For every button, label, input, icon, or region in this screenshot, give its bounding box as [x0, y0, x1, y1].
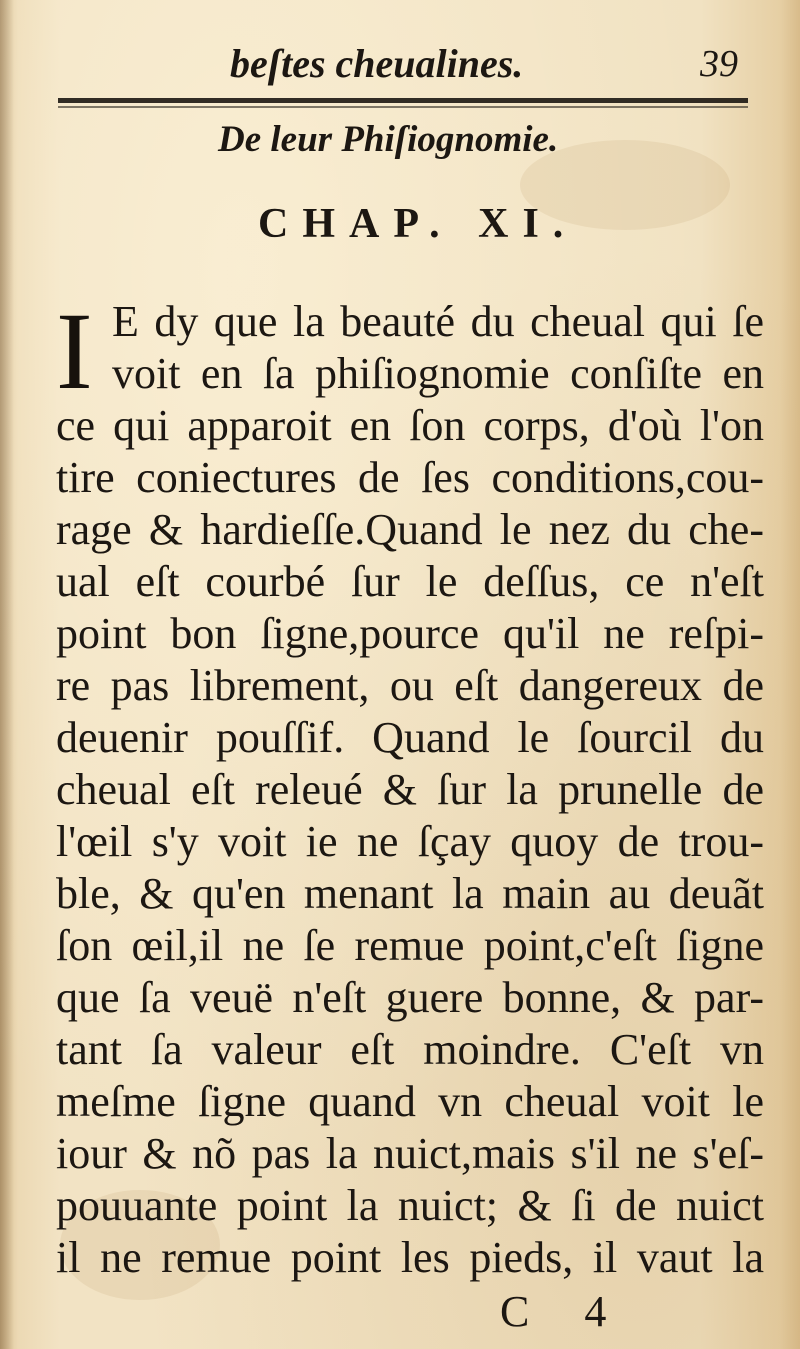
drop-cap: I [56, 290, 93, 412]
text-line: il ne remue point les pieds, il vaut la [56, 1233, 764, 1282]
text-line: rage & hardieſſe.Quand le nez du che- [56, 505, 764, 554]
text-line: point bon ſigne,pource qu'il ne reſpi- [56, 609, 764, 658]
text-line: deuenir pouſſif. Quand le ſourcil du [56, 713, 764, 762]
chapter-heading: CHAP. XI. [258, 201, 578, 247]
text-line: pouuante point la nuict; & ſi de nuict [56, 1181, 764, 1230]
text-line: cheual eſt releué & ſur la prunelle de [56, 765, 764, 814]
gutter-shadow [0, 0, 14, 1349]
header-rule [58, 98, 748, 103]
page-number: 39 [700, 43, 738, 85]
header-rule-thin [58, 106, 748, 108]
section-title: De leur Phiſiognomie. [218, 119, 559, 160]
text-line: ual eſt courbé ſur le deſſus, ce n'eſt [56, 557, 764, 606]
text-line: que ſa veuë n'eſt guere bonne, & par- [56, 973, 764, 1022]
text-line: E dy que la beauté du cheual qui ſe [112, 297, 764, 346]
text-line: iour & nõ pas la nuict,mais s'il ne s'eſ- [56, 1129, 764, 1178]
text-line: ble, & qu'en menant la main au deuãt [56, 869, 764, 918]
text-line: ſon œil,il ne ſe remue point,c'eſt ſigne [56, 921, 764, 970]
text-line: l'œil s'y voit ie ne ſçay quoy de trou- [56, 817, 764, 866]
running-head: beſtes cheualines. [230, 41, 524, 86]
text-line: meſme ſigne quand vn cheual voit le [56, 1077, 764, 1126]
text-line: voit en ſa phiſiognomie conſiſte en [112, 349, 764, 398]
signature-mark: C 4 [500, 1287, 629, 1336]
text-line: tire coniectures de ſes conditions,cou- [56, 453, 764, 502]
text-line: re pas librement, ou eſt dangereux de [56, 661, 764, 710]
text-line: ce qui apparoit en ſon corps, d'où l'on [56, 401, 764, 450]
text-line: tant ſa valeur eſt moindre. C'eſt vn [56, 1025, 764, 1074]
